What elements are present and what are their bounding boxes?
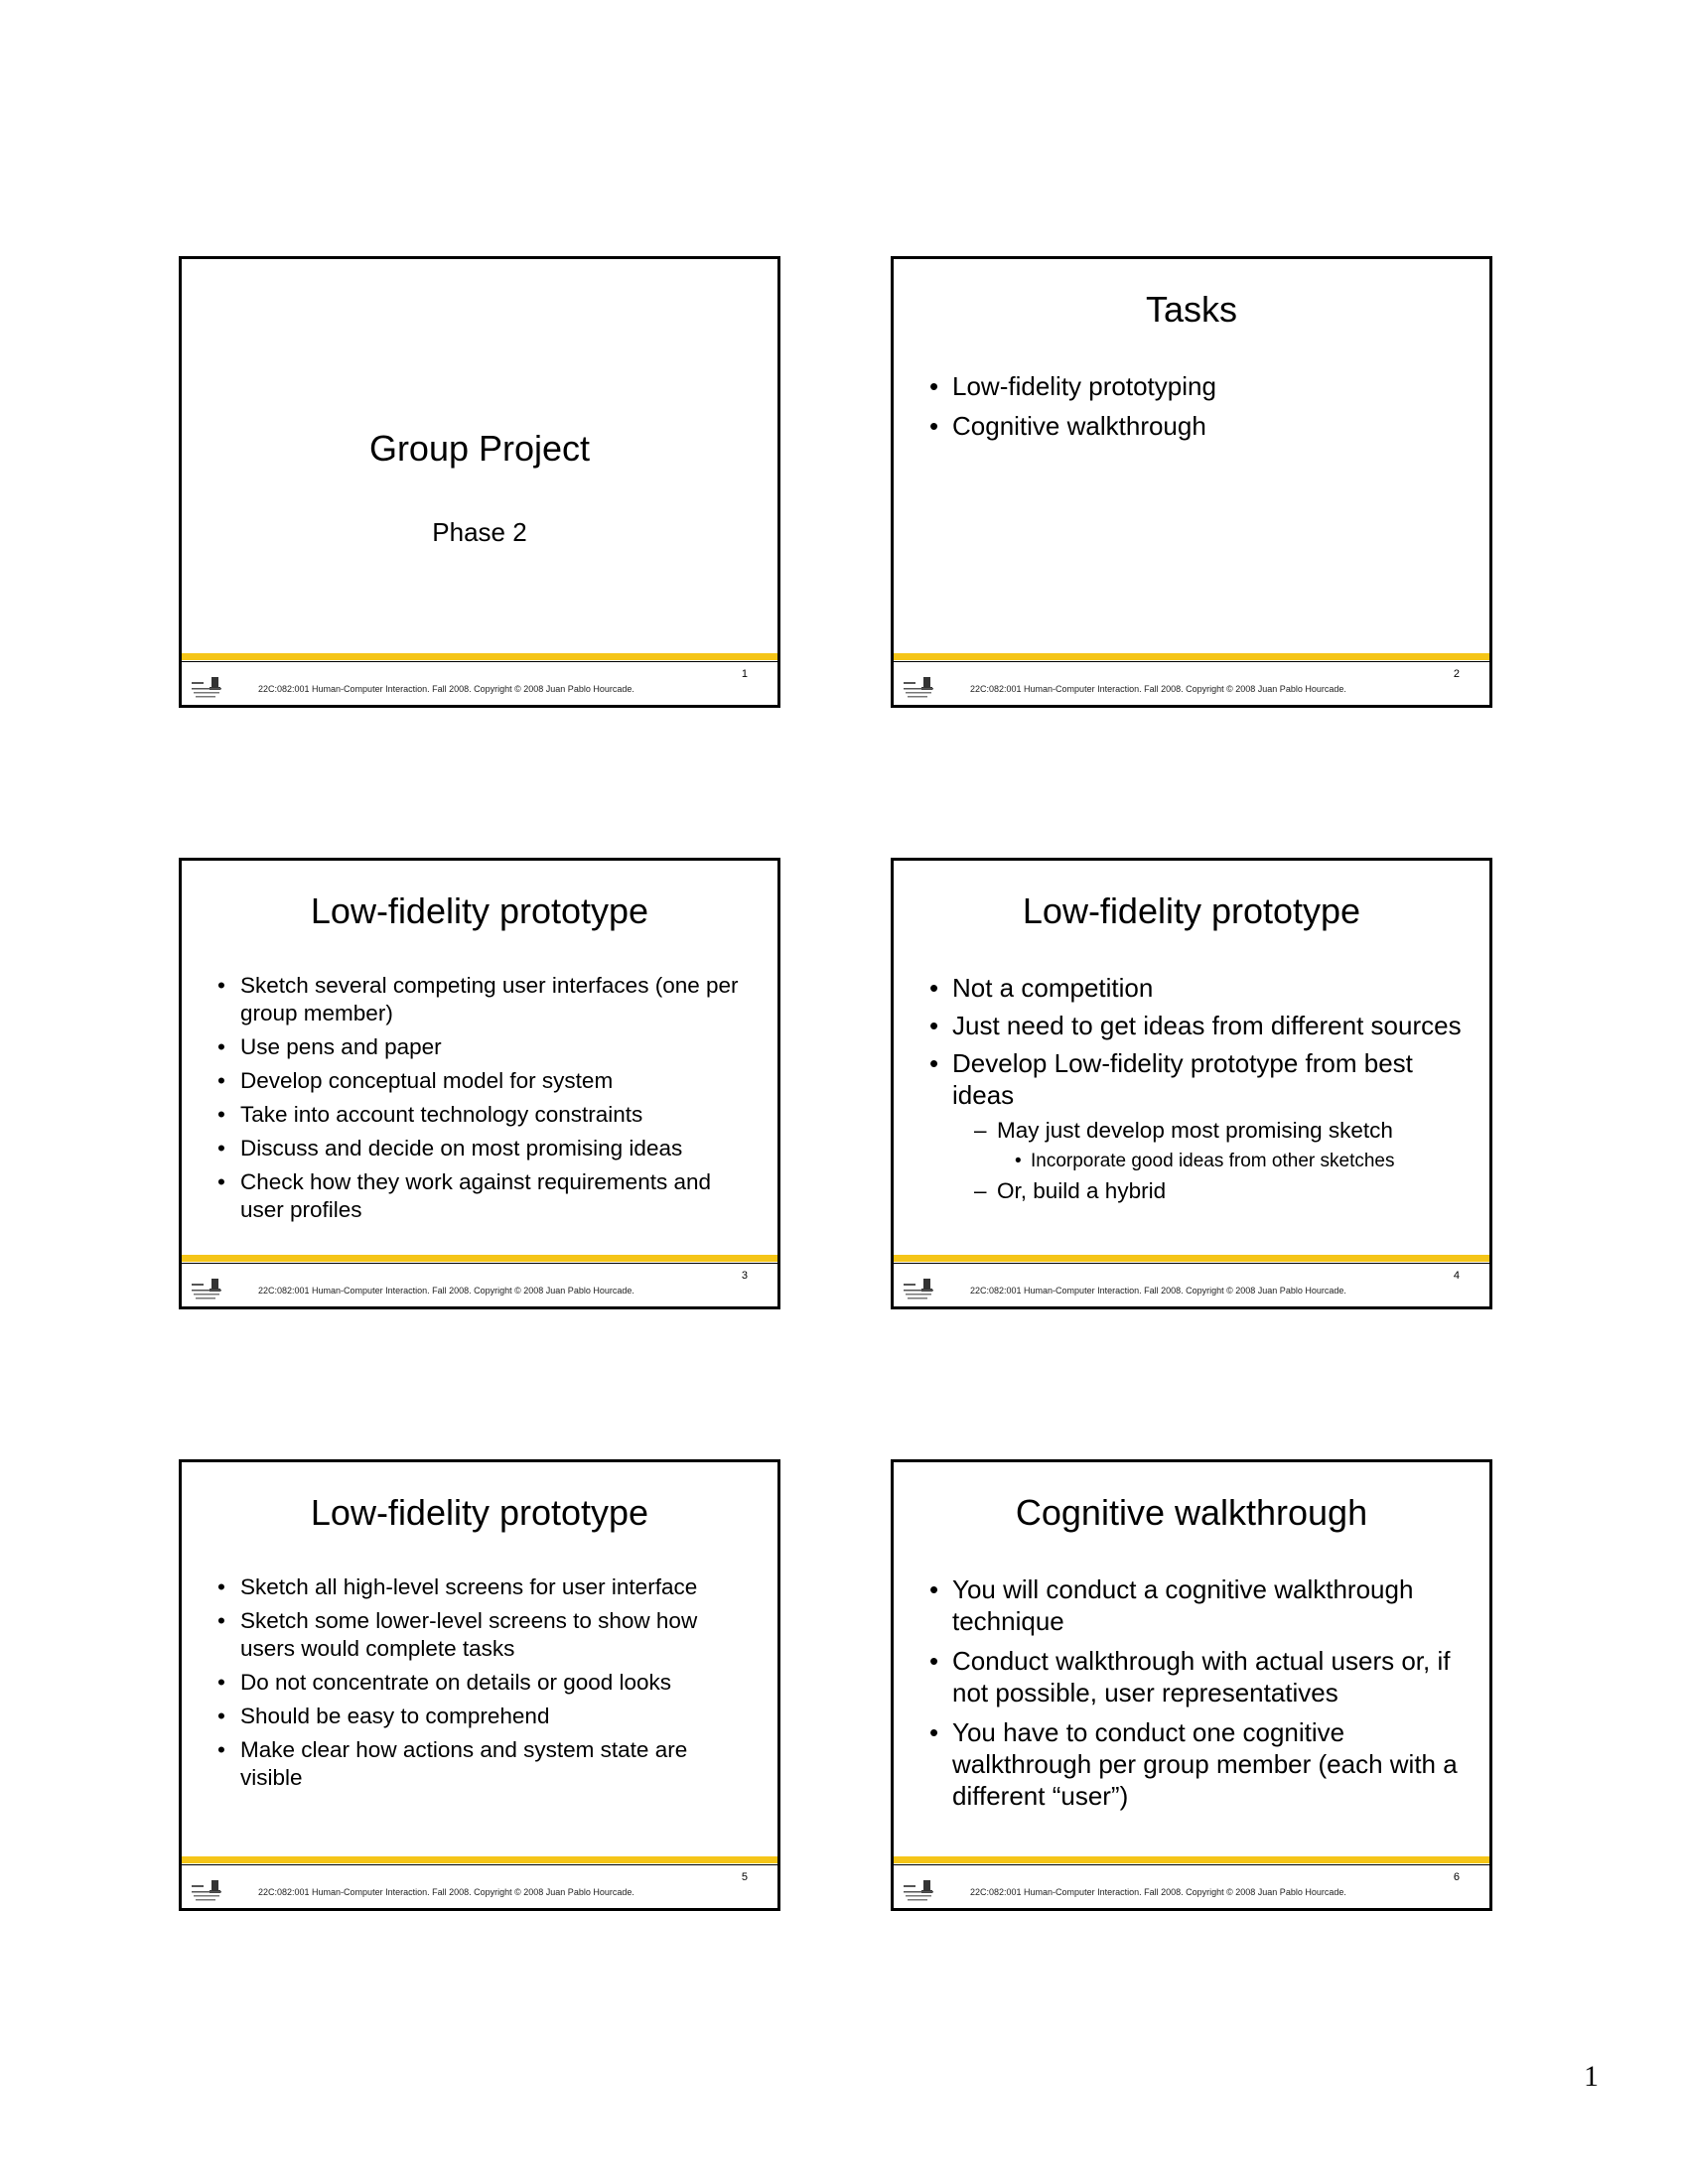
slide-number: 6	[1453, 1871, 1460, 1883]
slide-5	[179, 1459, 780, 1911]
footer-text: 22C:082:001 Human-Computer Interaction. Fall 2008. Copyright © 2008 Juan Pablo Hourcade.	[258, 1286, 634, 1296]
bullet-item: • Should be easy to comprehend	[215, 1703, 752, 1730]
bullet-list	[927, 972, 1464, 1209]
page-number: 1	[1584, 2060, 1599, 2093]
footer-bar	[182, 1255, 777, 1262]
sub-bullet-item: – Or, build a hybrid	[927, 1177, 1464, 1205]
slide-title: Tasks	[1145, 289, 1238, 330]
bullet-item: • Sketch all high-level screens for user interface	[215, 1573, 752, 1601]
bullet-list	[215, 1573, 752, 1798]
footer-divider	[182, 1864, 777, 1865]
university-logo-icon	[902, 674, 937, 704]
bullet-list	[927, 1573, 1464, 1820]
bullet-item: • Cognitive walkthrough	[927, 410, 1464, 442]
bullet-item: • Conduct walkthrough with actual users or, if not possible, user representatives	[927, 1645, 1464, 1708]
slide-title: Low-fidelity prototype	[1022, 890, 1361, 931]
footer-divider	[894, 1263, 1489, 1264]
sub-bullet-item: – May just develop most promising sketch	[927, 1117, 1464, 1145]
slide-number: 5	[741, 1871, 748, 1883]
bullet-item: • Check how they work against requirements and user profiles	[215, 1168, 752, 1224]
slide-4	[891, 858, 1492, 1309]
bullet-item: • Do not concentrate on details or good looks	[215, 1669, 752, 1697]
bullet-item: • Develop conceptual model for system	[215, 1067, 752, 1095]
footer-bar	[182, 1856, 777, 1863]
university-logo-icon	[190, 674, 225, 704]
sub-sub-bullet-item: • Incorporate good ideas from other sketches	[927, 1149, 1464, 1173]
bullet-item: • Sketch some lower-level screens to show how users would complete tasks	[215, 1607, 752, 1663]
bullet-item: • Discuss and decide on most promising ideas	[215, 1135, 752, 1162]
bullet-list	[927, 370, 1464, 450]
bullet-item: • You will conduct a cognitive walkthrough technique	[927, 1573, 1464, 1637]
footer-bar	[894, 653, 1489, 660]
slide-number: 1	[741, 668, 748, 680]
university-logo-icon	[902, 1276, 937, 1305]
slide-subtitle: Phase 2	[432, 517, 527, 547]
slide-title: Cognitive walkthrough	[1015, 1492, 1368, 1533]
bullet-item: • Make clear how actions and system state are visible	[215, 1736, 752, 1792]
footer-text: 22C:082:001 Human-Computer Interaction. Fall 2008. Copyright © 2008 Juan Pablo Hourcade.	[970, 1887, 1346, 1897]
bullet-item: • Develop Low-fidelity prototype from best ideas	[927, 1047, 1464, 1111]
footer-divider	[182, 1263, 777, 1264]
slide-2	[891, 256, 1492, 708]
bullet-item: • You have to conduct one cognitive walkthrough per group member (each with a different “user”)	[927, 1716, 1464, 1812]
slide-title: Low-fidelity prototype	[310, 1492, 649, 1533]
slide-number: 3	[741, 1270, 748, 1282]
slide-6	[891, 1459, 1492, 1911]
bullet-item: • Low-fidelity prototyping	[927, 370, 1464, 402]
slide-number: 2	[1453, 668, 1460, 680]
bullet-item: • Sketch several competing user interfaces (one per group member)	[215, 972, 752, 1027]
footer-text: 22C:082:001 Human-Computer Interaction. Fall 2008. Copyright © 2008 Juan Pablo Hourcade.	[970, 684, 1346, 694]
bullet-item: • Not a competition	[927, 972, 1464, 1004]
slide-1	[179, 256, 780, 708]
footer-text: 22C:082:001 Human-Computer Interaction. Fall 2008. Copyright © 2008 Juan Pablo Hourcade.	[258, 684, 634, 694]
bullet-list	[215, 972, 752, 1230]
footer-bar	[894, 1856, 1489, 1863]
footer-text: 22C:082:001 Human-Computer Interaction. Fall 2008. Copyright © 2008 Juan Pablo Hourcade.	[258, 1887, 634, 1897]
university-logo-icon	[190, 1276, 225, 1305]
slide-title: Low-fidelity prototype	[310, 890, 649, 931]
footer-bar	[182, 653, 777, 660]
bullet-item: • Just need to get ideas from different sources	[927, 1010, 1464, 1041]
slide-title: Group Project	[368, 428, 591, 469]
slide-number: 4	[1453, 1270, 1460, 1282]
footer-divider	[894, 1864, 1489, 1865]
footer-divider	[894, 661, 1489, 662]
slide-3	[179, 858, 780, 1309]
bullet-item: • Take into account technology constraints	[215, 1101, 752, 1129]
university-logo-icon	[902, 1877, 937, 1907]
footer-text: 22C:082:001 Human-Computer Interaction. Fall 2008. Copyright © 2008 Juan Pablo Hourcade.	[970, 1286, 1346, 1296]
footer-bar	[894, 1255, 1489, 1262]
bullet-item: • Use pens and paper	[215, 1033, 752, 1061]
footer-divider	[182, 661, 777, 662]
university-logo-icon	[190, 1877, 225, 1907]
